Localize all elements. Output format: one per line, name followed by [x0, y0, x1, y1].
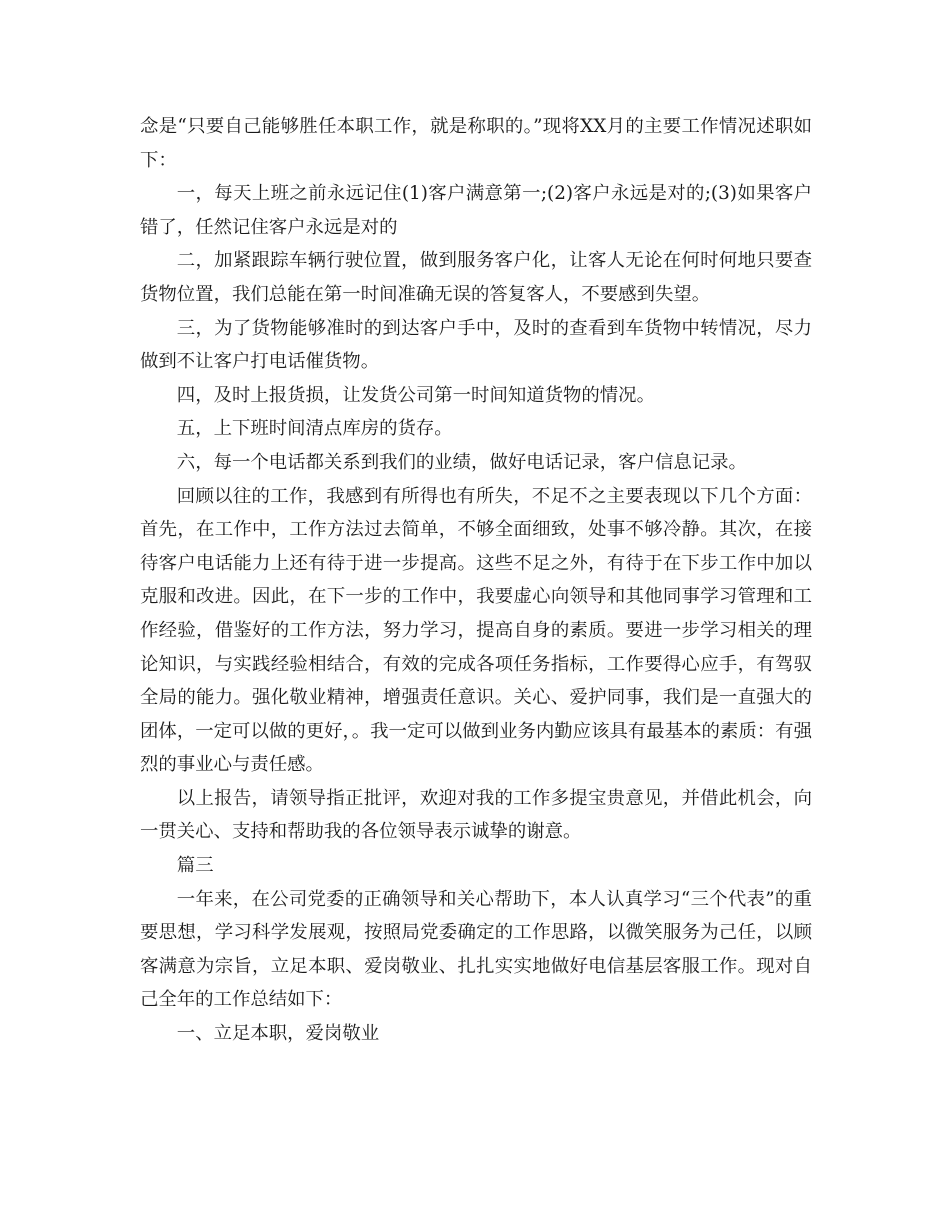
paragraph-8: 回顾以往的工作，我感到有所得也有所失，不足不之主要表现以下几个方面：首先，在工作中，工作方法过去简单，不够全面细致，处事不够冷静。其次，在接待客户电话能力上还有待于进一步提高。这些不足之外，有待于在下步工作中加以克服和改进。因此，在下一步的工作中，我要虚心向领导和其他同事学习管理和工作经验，借鉴好的工作方法，努力学习，提高自身的素质。要进一步学习相关的理论知识，与实践经验相结合，有效的完成各项任务指标，工作要得心应手，有驾驭全局的能力。强化敬业精神，增强责任意识。关心、爱护同事，我们是一直强大的团体，一定可以做的更好，。我一定可以做到业务内勤应该具有最基本的素质：有强烈的事业心与责任感。	[140, 485, 812, 776]
paragraph-9: 以上报告，请领导指正批评，欢迎对我的工作多提宝贵意见，并借此机会，向一贯关心、支持和帮助我的各位领导表示诚挚的谢意。	[140, 787, 812, 843]
document-body	[140, 110, 812, 1051]
paragraph-7: 六，每一个电话都关系到我们的业绩，做好电话记录，客户信息记录。	[176, 451, 747, 473]
paragraph-1: 念是“只要自己能够胜任本职工作，就是称职的。”现将XX月的主要工作情况述职如下：	[140, 116, 812, 171]
paragraph-3: 二，加紧跟踪车辆行驶位置，做到服务客户化，让客人无论在何时何地只要查货物位置，我们总能在第一时间准确无误的答复客人，不要感到失望。	[140, 250, 812, 305]
section-heading-part-three: 篇三	[176, 855, 214, 877]
paragraph-4: 三，为了货物能够准时的到达客户手中，及时的查看到车货物中转情况，尽力做到不让客户打电话催货物。	[140, 317, 812, 373]
subheading-1: 一、立足本职，爱岗敬业	[176, 1023, 380, 1045]
paragraph-6: 五，上下班时间清点库房的货存。	[176, 418, 453, 440]
paragraph-2: 一，每天上班之前永远记住(1)客户满意第一;(2)客户永远是对的;(3)如果客户错了，任然记住客户永远是对的	[140, 183, 812, 238]
paragraph-5: 四，及时上报货损，让发货公司第一时间知道货物的情况。	[176, 384, 655, 406]
paragraph-11: 一年来，在公司党委的正确领导和关心帮助下，本人认真学习“三个代表”的重要思想，学习科学发展观，按照局党委确定的工作思路，以微笑服务为己任，以顾客满意为宗旨，立足本职、爱岗敬业、扎扎实实地做好电信基层客服工作。现对自己全年的工作总结如下：	[140, 888, 812, 1011]
